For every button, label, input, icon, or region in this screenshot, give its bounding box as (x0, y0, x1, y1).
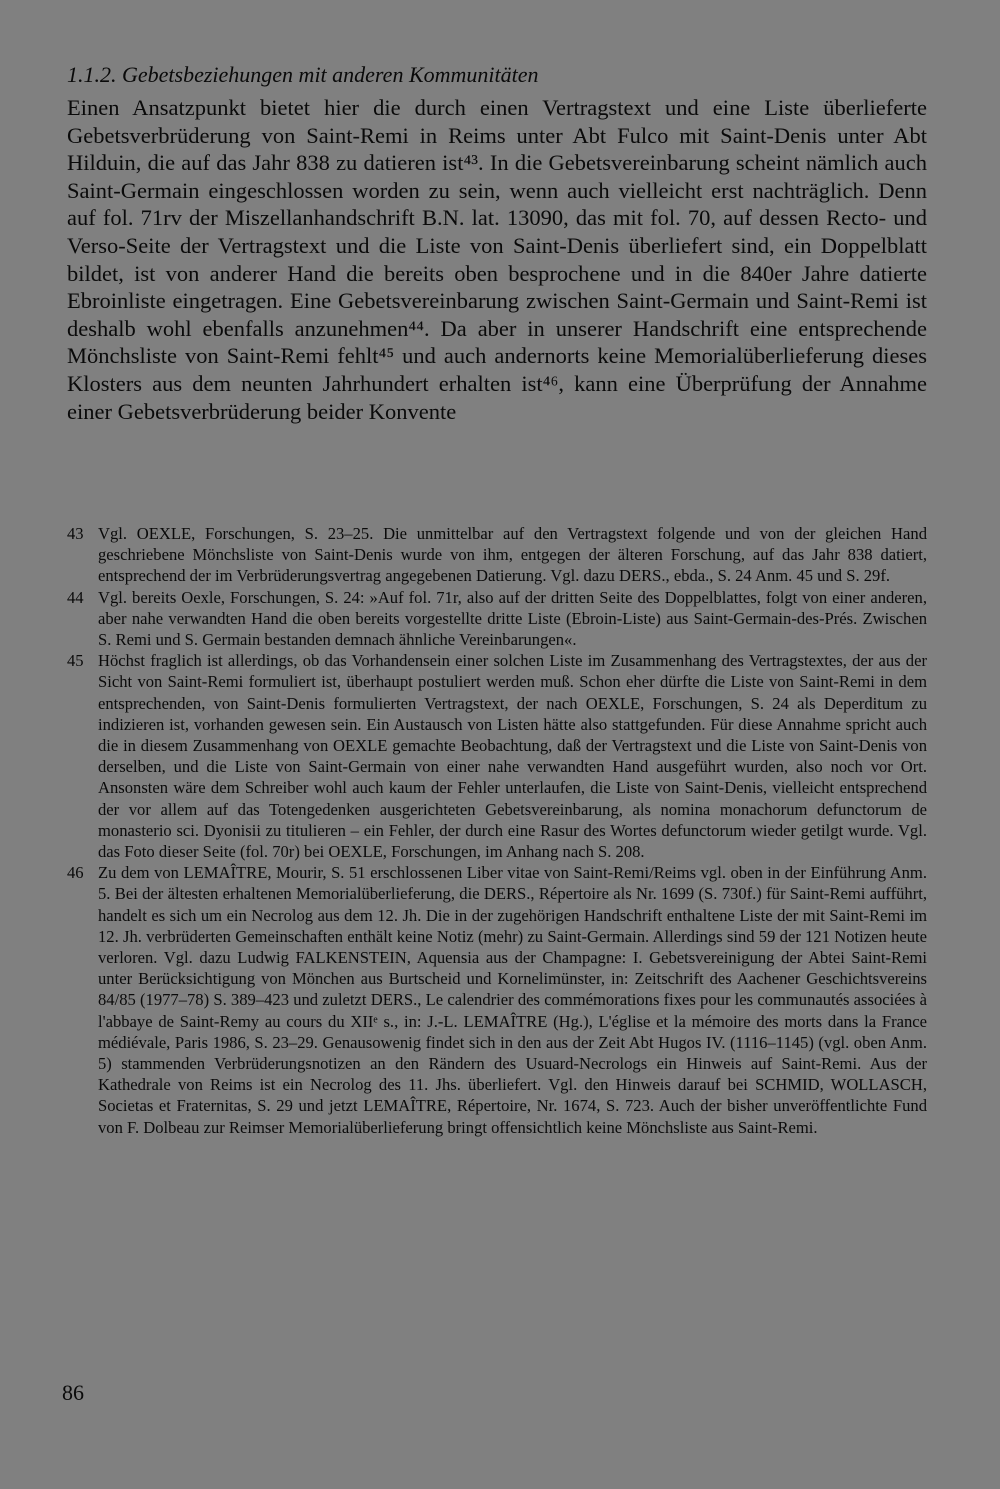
footnote-text: Höchst fraglich ist allerdings, ob das Vorhandensein einer solchen Liste im Zusammenhang des Vertragstextes, der aus der Sicht von Saint-Remi formuliert ist, überhaupt postuliert werden muß. Schon eher dürfte die Liste von Saint-Remi in dem entsprechenden, von Saint-Denis formulierten Vertragstext, der nach OEXLE, Forschungen, S. 24 als Deperditum zu indizieren ist, vorhanden gewesen sein. Ein Austausch von Listen hätte also stattgefunden. Für diese Annahme spricht auch die in diesem Zusammenhang von OEXLE gemachte Beobachtung, daß der Vertragstext und die Liste von Saint-Denis von derselben, und die Liste von Saint-Germain von einer nahe verwandten Hand ausgeführt wurden, also noch vor Ort. Ansonsten wäre dem Schreiber wohl auch kaum der Fehler unterlaufen, die Liste von Saint-Denis, vielleicht entsprechend der vor allem auf das Totengedenken ausgerichteten Gebetsvereinbarung, als nomina monachorum defunctorum de monasterio sci. Dyonisii zu titulieren – ein Fehler, der durch eine Rasur des Wortes defunctorum wieder getilgt wurde. Vgl. das Foto dieser Seite (fol. 70r) bei OEXLE, Forschungen, im Anhang nach S. 208. (98, 651, 927, 862)
footnote-number: 46 (67, 863, 84, 883)
footnote-text: Vgl. bereits Oexle, Forschungen, S. 24: »Auf fol. 71r, also auf der dritten Seite des Doppelblattes, folgt von einer anderen, aber nahe verwandten Hand die oben bereits vorgestellte dritte Liste (Ebroin-Liste) aus Saint-Germain-des-Prés. Zwischen S. Remi und S. Germain bestanden demnach ähnliche Vereinbarungen«. (98, 587, 927, 650)
footnote-43 (67, 523, 927, 587)
footnotes (67, 523, 927, 1138)
footnote-45 (67, 650, 927, 862)
footnote-44 (67, 587, 927, 651)
footnote-number: 45 (67, 651, 84, 671)
section-heading: 1.1.2. Gebetsbeziehungen mit anderen Kommunitäten (67, 62, 539, 87)
body-paragraph: Einen Ansatzpunkt bietet hier die durch einen Vertragstext und eine Liste überlieferte Gebetsverbrüderung von Saint-Remi in Reims unter Abt Fulco mit Saint-Denis unter Abt Hilduin, die auf das Jahr 838 zu datieren ist⁴³. In die Gebetsvereinbarung scheint nämlich auch Saint-Germain eingeschlossen worden zu sein, wenn auch vielleicht erst nachträglich. Denn auf fol. 71rv der Miszellanhandschrift B.N. lat. 13090, das mit fol. 70, auf dessen Recto- und Verso-Seite der Vertragstext und die Liste von Saint-Denis überliefert sind, ein Doppelblatt bildet, ist von anderer Hand die bereits oben besprochene und in die 840er Jahre datierte Ebroinliste eingetragen. Eine Gebetsvereinbarung zwischen Saint-Germain und Saint-Remi ist deshalb wohl ebenfalls anzunehmen⁴⁴. Da aber in unserer Handschrift eine entsprechende Mönchsliste von Saint-Remi fehlt⁴⁵ und auch andernorts keine Memorialüberlieferung dieses Klosters aus dem neunten Jahrhundert erhalten ist⁴⁶, kann eine Überprüfung der Annahme einer Gebetsverbrüderung beider Konvente (67, 95, 927, 424)
footnote-number: 44 (67, 587, 84, 607)
footnote-46 (67, 862, 927, 1138)
footnote-text: Zu dem von LEMAÎTRE, Mourir, S. 51 erschlossenen Liber vitae von Saint-Remi/Reims vgl. oben in der Einführung Anm. 5. Bei der ältesten erhaltenen Memorialüberlieferung, die DERS., Répertoire als Nr. 1699 (S. 730f.) für Saint-Remi aufführt, handelt es sich um ein Necrolog aus dem 12. Jh. Die in der zugehörigen Handschrift enthaltene Liste der mit Saint-Remi im 12. Jh. verbrüderten Gemeinschaften enthält keine Notiz (mehr) zu Saint-Germain. Allerdings sind 59 der 121 Notizen heute verloren. Vgl. dazu Ludwig FALKENSTEIN, Aquensia aus der Champagne: I. Gebetsvereinigung der Abtei Saint-Remi unter Berücksichtigung von Mönchen aus Burtscheid und Kornelimünster, in: Zeitschrift des Aachener Geschichtsvereins 84/85 (1977–78) S. 389–423 und zuletzt DERS., Le calendrier des commémorations fixes pour les communautés associées à l'abbaye de Saint-Remy au cours du XIIᵉ s., in: J.-L. LEMAÎTRE (Hg.), L'église et la mémoire des morts dans la France médiévale, Paris 1986, S. 23–29. Genausowenig findet sich in den aus der Zeit Abt Hugos IV. (1116–1145) (vgl. oben Anm. 5) stammenden Verbrüderungsnotizen an den Rändern des Usuard-Necrologs ein Hinweis auf Saint-Remi. Aus der Kathedrale von Reims ist ein Necrolog des 11. Jhs. überliefert. Vgl. den Hinweis darauf bei SCHMID, WOLLASCH, Societas et Fraternitas, S. 29 und jetzt LEMAÎTRE, Répertoire, Nr. 1674, S. 723. Auch der bisher unveröffentlichte Fund von F. Dolbeau zur Reimser Memorialüberlieferung bringt offensichtlich keine Mönchsliste aus Saint-Remi. (98, 863, 927, 1137)
footnote-number: 43 (67, 524, 84, 543)
footnote-text: Vgl. OEXLE, Forschungen, S. 23–25. Die unmittelbar auf den Vertragstext folgende und von der gleichen Hand geschriebene Mönchsliste von Saint-Denis wurde von ihm, entgegen der älteren Forschung, auf das Jahr 838 datiert, entsprechend der im Verbrüderungsvertrag angegebenen Datierung. Vgl. dazu DERS., ebda., S. 24 Anm. 45 und S. 29f. (98, 524, 927, 586)
page-number: 86 (62, 1380, 84, 1405)
